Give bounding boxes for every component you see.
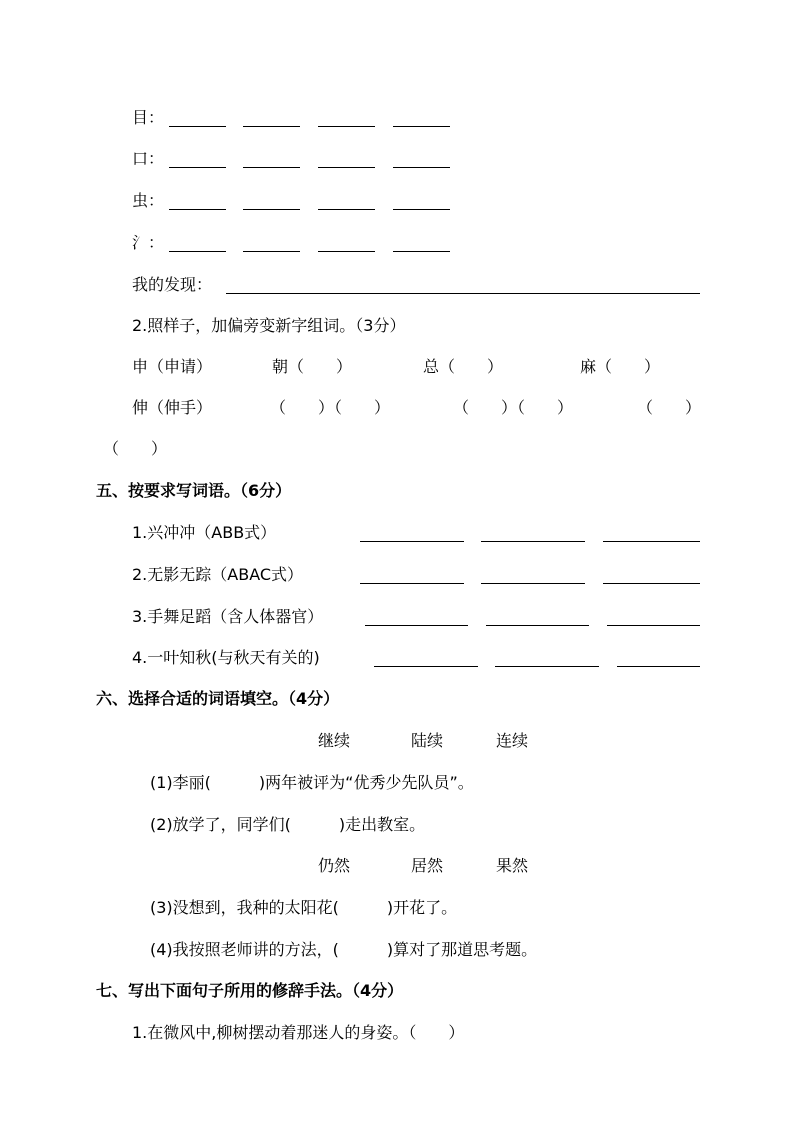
section6-title: 六、选择合适的词语填空。（4分） [96,689,340,708]
word-option: 连续 [496,731,529,750]
answer-blank[interactable] [481,583,585,584]
section5-item-label: 3.手舞足蹈（含人体器官） [132,607,324,626]
word-option: 继续 [318,731,351,750]
answer-blank[interactable] [360,541,464,542]
section6-question-3: (3)没想到，我种的太阳花( )开花了。 [150,898,458,917]
answer-blank[interactable] [243,251,300,252]
answer-blank[interactable] [393,209,450,210]
word-option: 果然 [496,856,529,875]
answer-blank[interactable] [481,541,585,542]
q2-char-zong: 总（ ） [423,357,504,376]
section5-item-label: 1.兴冲冲（ABB式） [132,523,277,542]
q2-answer-chao[interactable]: （ ）（ ） [270,398,391,417]
word-option: 陆续 [411,731,444,750]
answer-blank[interactable] [603,583,700,584]
discovery-label: 我的发现： [132,275,213,294]
q2-answer-zong[interactable]: （ ）（ ） [453,398,574,417]
answer-blank[interactable] [243,126,300,127]
answer-blank[interactable] [318,251,375,252]
q2-char-chao: 朝（ ） [272,357,353,376]
radical-label: 虫： [132,191,165,210]
word-option: 居然 [411,856,444,875]
section6-question-4: (4)我按照老师讲的方法，( )算对了那道思考题。 [150,940,538,959]
section5-title: 五、按要求写词语。（6分） [96,481,292,500]
answer-blank[interactable] [169,167,226,168]
q2-answer-ma[interactable]: （ ） [637,398,702,417]
answer-blank[interactable] [607,625,700,626]
answer-blank[interactable] [243,167,300,168]
answer-blank[interactable] [169,209,226,210]
answer-blank[interactable] [365,625,468,626]
answer-blank[interactable] [486,625,589,626]
answer-blank[interactable] [393,126,450,127]
section5-item-label: 2.无影无踪（ABAC式） [132,565,304,584]
answer-blank[interactable] [243,209,300,210]
answer-blank[interactable] [318,126,375,127]
radical-label: 口： [132,149,165,168]
discovery-blank[interactable] [226,293,700,294]
answer-blank[interactable] [617,666,700,667]
section5-item-label: 4.一叶知秋(与秋天有关的) [132,648,320,667]
radical-label: 目： [132,108,165,127]
word-option: 仍然 [318,856,351,875]
answer-blank[interactable] [360,583,464,584]
section6-question-1: (1)李丽( )两年被评为“优秀少先队员”。 [150,773,474,792]
q2-answer-ma-2[interactable]: （ ） [103,439,168,458]
answer-blank[interactable] [169,126,226,127]
answer-blank[interactable] [169,251,226,252]
q2-example-char: 申（申请） [132,357,213,376]
section7-question-1: 1.在微风中,柳树摆动着那迷人的身姿。（ ） [132,1023,465,1042]
answer-blank[interactable] [495,666,599,667]
q2-example-answer: 伸（伸手） [132,398,213,417]
answer-blank[interactable] [374,666,478,667]
section7-title: 七、写出下面句子所用的修辞手法。（4分） [96,981,404,1000]
answer-blank[interactable] [393,251,450,252]
answer-blank[interactable] [603,541,700,542]
q2-char-ma: 麻（ ） [580,357,661,376]
q2-heading: 2.照样子，加偏旁变新字组词。（3分） [132,316,406,335]
answer-blank[interactable] [318,209,375,210]
radical-label: 氵： [132,233,165,252]
answer-blank[interactable] [318,167,375,168]
answer-blank[interactable] [393,167,450,168]
section6-question-2: (2)放学了，同学们( )走出教室。 [150,815,426,834]
